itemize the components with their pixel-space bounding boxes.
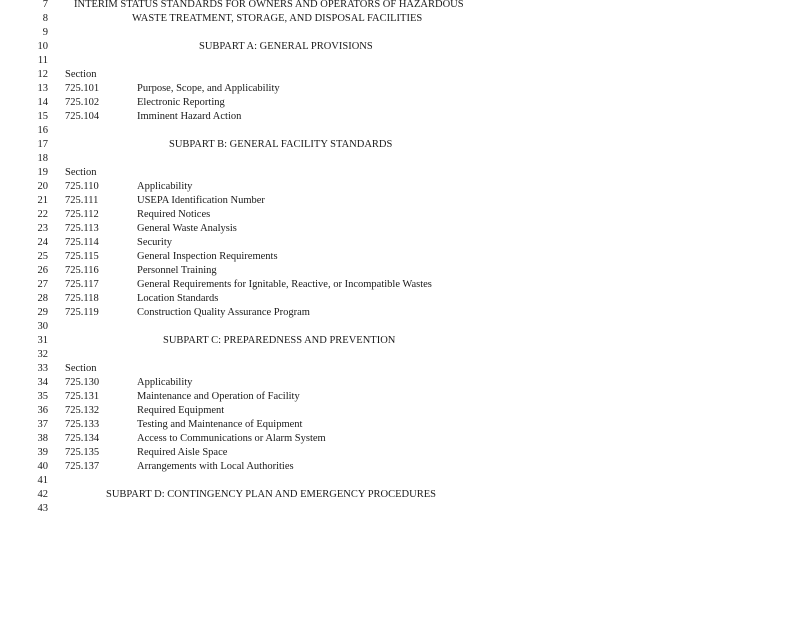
line-number: 27	[37, 279, 48, 290]
subpart-heading: SUBPART B: GENERAL FACILITY STANDARDS	[169, 139, 393, 150]
line-number: 40	[37, 461, 48, 472]
section-number: 725.114	[65, 237, 99, 248]
line-number: 39	[37, 447, 48, 458]
line-number: 34	[37, 377, 48, 388]
section-title: General Waste Analysis	[137, 223, 237, 234]
part-title-line-1: INTERIM STATUS STANDARDS FOR OWNERS AND OPERATORS OF HAZARDOUS	[74, 0, 464, 10]
section-number: 725.137	[65, 461, 100, 472]
line-number: 25	[37, 251, 48, 262]
section-title: Maintenance and Operation of Facility	[137, 391, 300, 402]
subpart-heading: SUBPART D: CONTINGENCY PLAN AND EMERGENCY PROCEDURES	[106, 489, 436, 500]
section-title: Personnel Training	[137, 265, 217, 276]
section-title: Applicability	[137, 181, 193, 192]
section-number: 725.130	[65, 377, 100, 388]
section-title: Applicability	[137, 377, 193, 388]
section-number: 725.102	[65, 97, 100, 108]
section-title: General Inspection Requirements	[137, 251, 278, 262]
section-number: 725.113	[65, 223, 99, 234]
line-number: 29	[37, 307, 48, 318]
section-number: 725.117	[65, 279, 99, 290]
section-number: 725.101	[65, 83, 100, 94]
section-number: 725.112	[65, 209, 99, 220]
section-number: 725.135	[65, 447, 100, 458]
section-number: 725.119	[65, 307, 99, 318]
line-number: 31	[37, 335, 48, 346]
line-number: 32	[37, 349, 48, 360]
section-header: Section	[65, 69, 97, 80]
line-number: 14	[37, 97, 48, 108]
line-number: 22	[37, 209, 48, 220]
line-number: 20	[37, 181, 48, 192]
line-number: 13	[37, 83, 48, 94]
line-number: 18	[37, 153, 48, 164]
section-title: General Requirements for Ignitable, Reactive, or Incompatible Wastes	[137, 279, 432, 290]
line-number: 24	[37, 237, 48, 248]
line-number: 19	[37, 167, 48, 178]
line-number: 8	[42, 13, 48, 24]
section-number: 725.134	[65, 433, 100, 444]
section-title: Purpose, Scope, and Applicability	[137, 83, 280, 94]
section-title: Required Equipment	[137, 405, 225, 416]
line-number: 23	[37, 223, 48, 234]
section-number: 725.115	[65, 251, 99, 262]
line-number: 17	[37, 139, 48, 150]
section-title: Imminent Hazard Action	[137, 111, 242, 122]
section-title: Security	[137, 237, 172, 248]
line-number: 16	[37, 125, 48, 136]
line-number: 41	[37, 475, 48, 486]
section-number: 725.111	[65, 195, 99, 206]
section-title: USEPA Identification Number	[137, 195, 265, 206]
section-number: 725.131	[65, 391, 100, 402]
section-title: Location Standards	[137, 293, 219, 304]
section-number: 725.118	[65, 293, 99, 304]
line-number: 15	[37, 111, 48, 122]
section-number: 725.132	[65, 405, 100, 416]
section-title: Electronic Reporting	[137, 97, 225, 108]
line-number: 36	[37, 405, 48, 416]
part-title-line-2: WASTE TREATMENT, STORAGE, AND DISPOSAL FACILITIES	[132, 13, 423, 24]
line-number: 7	[42, 0, 48, 10]
line-number: 33	[37, 363, 48, 374]
section-title: Construction Quality Assurance Program	[137, 307, 310, 318]
section-header: Section	[65, 363, 97, 374]
section-title: Arrangements with Local Authorities	[137, 461, 294, 472]
line-number: 28	[37, 293, 48, 304]
line-number: 26	[37, 265, 48, 276]
line-number: 10	[37, 41, 48, 52]
section-number: 725.104	[65, 111, 100, 122]
line-number: 37	[37, 419, 48, 430]
line-number: 43	[37, 503, 48, 514]
section-number: 725.110	[65, 181, 99, 192]
line-number: 12	[37, 69, 48, 80]
section-header: Section	[65, 167, 97, 178]
line-number: 42	[37, 489, 48, 500]
section-number: 725.133	[65, 419, 100, 430]
section-number: 725.116	[65, 265, 99, 276]
line-number: 30	[37, 321, 48, 332]
section-title: Required Aisle Space	[137, 447, 228, 458]
section-title: Access to Communications or Alarm System	[137, 433, 326, 444]
section-title: Testing and Maintenance of Equipment	[137, 419, 303, 430]
subpart-heading: SUBPART A: GENERAL PROVISIONS	[199, 41, 373, 52]
line-number: 38	[37, 433, 48, 444]
line-number: 35	[37, 391, 48, 402]
line-number: 9	[42, 27, 48, 38]
line-number: 11	[37, 55, 48, 66]
line-number: 21	[37, 195, 48, 206]
section-title: Required Notices	[137, 209, 211, 220]
subpart-heading: SUBPART C: PREPAREDNESS AND PREVENTION	[163, 335, 396, 346]
